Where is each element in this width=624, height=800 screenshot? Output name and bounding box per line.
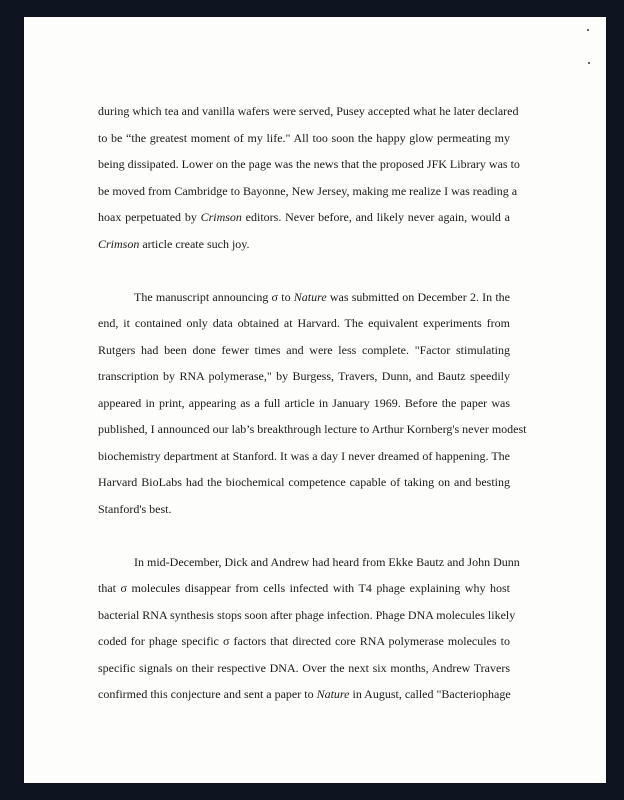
- text-line: Stanford's best.: [98, 501, 172, 516]
- text-line: Crimson article create such joy.: [98, 236, 250, 251]
- text-line: The manuscript announcing σ to Nature was submitted on December 2. In the: [134, 289, 511, 304]
- text-line: confirmed this conjecture and sent a paper to Nature in August, called "Bacteriophage: [98, 687, 511, 701]
- page-speck: [588, 62, 590, 64]
- paragraph-1: [98, 98, 520, 257]
- text-line: Rutgers had been done fewer times and were less complete. "Factor stimulating: [98, 342, 510, 357]
- text-line: In mid-December, Dick and Andrew had heard from Ekke Bautz and John Dunn: [134, 554, 520, 569]
- text-line: Harvard BioLabs had the biochemical competence capable of taking on and besting: [98, 475, 510, 489]
- text-line: biochemistry department at Stanford. It was a day I never dreamed of happening. The: [98, 448, 510, 463]
- text-line: be moved from Cambridge to Bayonne, New Jersey, making me realize I was reading a: [98, 183, 518, 198]
- text-line: during which tea and vanilla wafers were served, Pusey accepted what he later declared: [98, 104, 519, 118]
- text-line: hoax perpetuated by Crimson editors. Never before, and likely never again, would a: [98, 210, 511, 224]
- text-line: bacterial RNA synthesis stops soon after phage infection. Phage DNA molecules likely: [98, 607, 516, 622]
- text-line: that σ molecules disappear from cells infected with T4 phage explaining why host: [98, 581, 510, 595]
- text-line: published, I announced our lab’s breakthrough lecture to Arthur Kornberg's never modest: [98, 422, 527, 436]
- paragraph-2: [98, 284, 527, 523]
- document-page: [24, 17, 606, 783]
- text-line: coded for phage specific σ factors that directed core RNA polymerase molecules to: [98, 634, 510, 648]
- text-line: transcription by RNA polymerase," by Burgess, Travers, Dunn, and Bautz speedily: [98, 369, 510, 383]
- paragraph-3: [98, 549, 520, 708]
- text-line: end, it contained only data obtained at Harvard. The equivalent experiments from: [98, 316, 510, 330]
- text-line: to be “the greatest moment of my life." All too soon the happy glow permeating my: [98, 130, 510, 145]
- text-line: being dissipated. Lower on the page was the news that the proposed JFK Library was to: [98, 157, 520, 171]
- text-line: specific signals on their respective DNA. Over the next six months, Andrew Travers: [98, 660, 510, 675]
- text-line: appeared in print, appearing as a full article in January 1969. Before the paper was: [98, 395, 510, 410]
- page-speck: [587, 29, 589, 31]
- body-text: [98, 98, 527, 708]
